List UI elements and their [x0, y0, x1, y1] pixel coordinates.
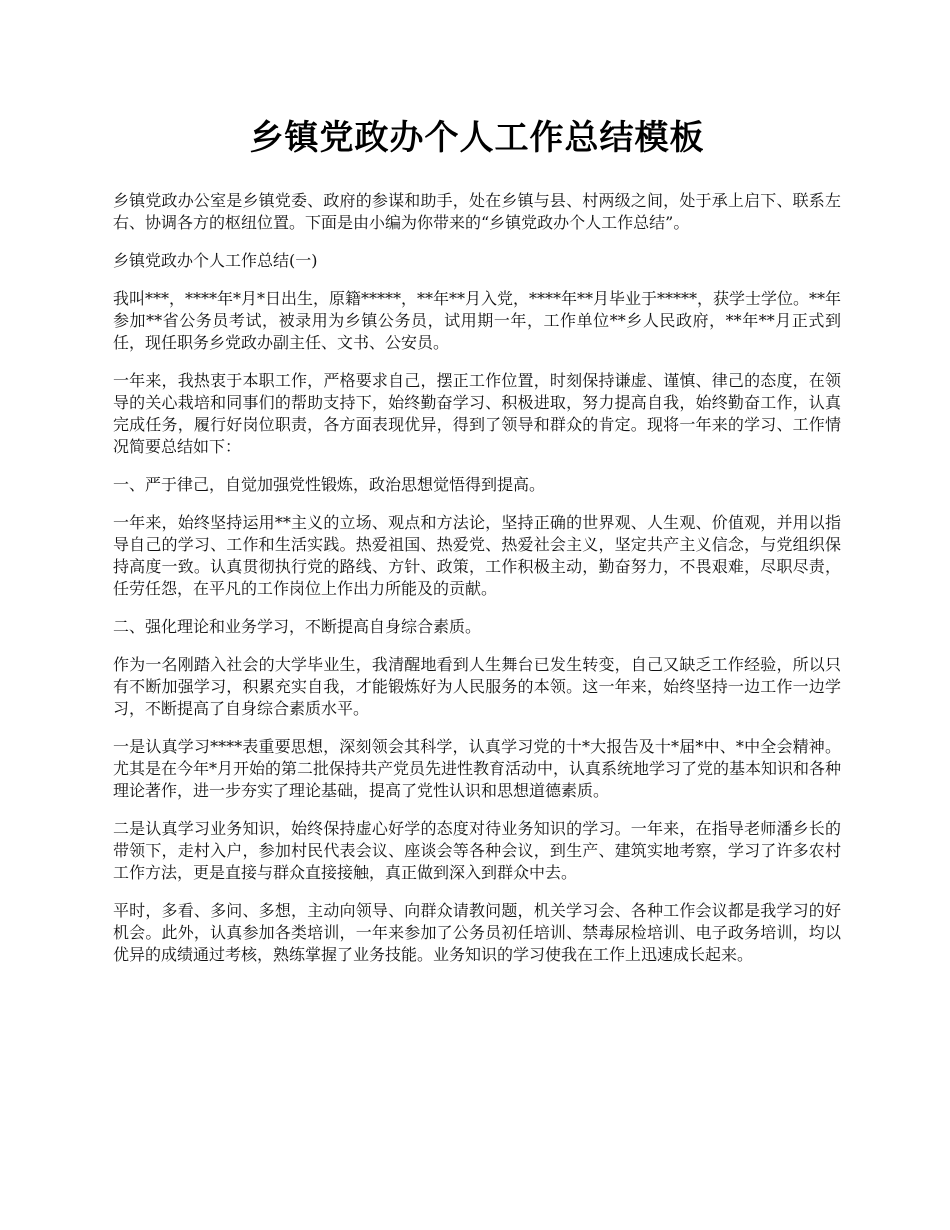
section-heading-one: 一、严于律己，自觉加强党性锻炼，政治思想觉悟得到提高。 [113, 475, 546, 494]
overview-paragraph: 一年来，我热衷于本职工作，严格要求自己，摆正工作位置，时刻保持谦虚、谨慎、律己的态度，在领导的关心栽培和同事们的帮助支持下，始终勤奋学习、积极进取，努力提高自我，始终勤奋工作，认真完成任务，履行好岗位职责，各方面表现优异，得到了领导和群众的肯定。现将一年来的学习、工作情况简要总结如下： [113, 371, 841, 456]
body-paragraph: 平时，多看、多问、多想，主动向领导、向群众请教问题，机关学习会、各种工作会议都是我学习的好机会。此外，认真参加各类培训，一年来参加了公务员初任培训、禁毒尿检培训、电子政务培训，均以优异的成绩通过考核，熟练掌握了业务技能。业务知识的学习使我在工作上迅速成长起来。 [113, 901, 841, 964]
section-heading-two: 二、强化理论和业务学习，不断提高自身综合素质。 [113, 617, 482, 636]
body-paragraph: 一是认真学习****表重要思想，深刻领会其科学，认真学习党的十*大报告及十*届*中、*中全会精神。尤其是在今年*月开始的第二批保持共产党员先进性教育活动中，认真系统地学习了党的基本知识和各种理论著作，进一步夯实了理论基础，提高了党性认识和思想道德素质。 [113, 737, 842, 800]
section-heading-summary-one: 乡镇党政办个人工作总结(一) [113, 251, 318, 270]
body-paragraph: 作为一名刚踏入社会的大学毕业生，我清醒地看到人生舞台已发生转变，自己又缺乏工作经验，所以只有不断加强学习，积累充实自我，才能锻炼好为人民服务的本领。这一年来，始终坚持一边工作一边学习，不断提高了自身综合素质水平。 [113, 655, 841, 718]
body-paragraph: 一年来，始终坚持运用**主义的立场、观点和方法论，坚持正确的世界观、人生观、价值观，并用以指导自己的学习、工作和生活实践。热爱祖国、热爱党、热爱社会主义，坚定共产主义信念，与党组织保持高度一致。认真贯彻执行党的路线、方针、政策，工作积极主动，勤奋努力，不畏艰难，尽职尽责，任劳任怨，在平凡的工作岗位上作出力所能及的贡献。 [113, 513, 841, 598]
body-paragraph: 二是认真学习业务知识，始终保持虚心好学的态度对待业务知识的学习。一年来，在指导老师潘乡长的带领下，走村入户，参加村民代表会议、座谈会等各种会议，到生产、建筑实地考察，学习了许多农村工作方法，更是直接与群众直接接触，真正做到深入到群众中去。 [113, 819, 841, 882]
document-title: 乡镇党政办个人工作总结模板 [249, 118, 705, 158]
intro-paragraph: 乡镇党政办公室是乡镇党委、政府的参谋和助手，处在乡镇与县、村两级之间，处于承上启下、联系左右、协调各方的枢纽位置。下面是由小编为你带来的“乡镇党政办个人工作总结”。 [113, 191, 841, 232]
document-page [113, 108, 841, 982]
personal-info-paragraph: 我叫***，****年*月*日出生，原籍*****，**年**月入党，****年**月毕业于*****，获学士学位。**年参加**省公务员考试，被录用为乡镇公务员，试用期一年，工作单位**乡人民政府，**年**月正式到任，现任职务乡党政办副主任、文书、公安员。 [113, 289, 842, 352]
